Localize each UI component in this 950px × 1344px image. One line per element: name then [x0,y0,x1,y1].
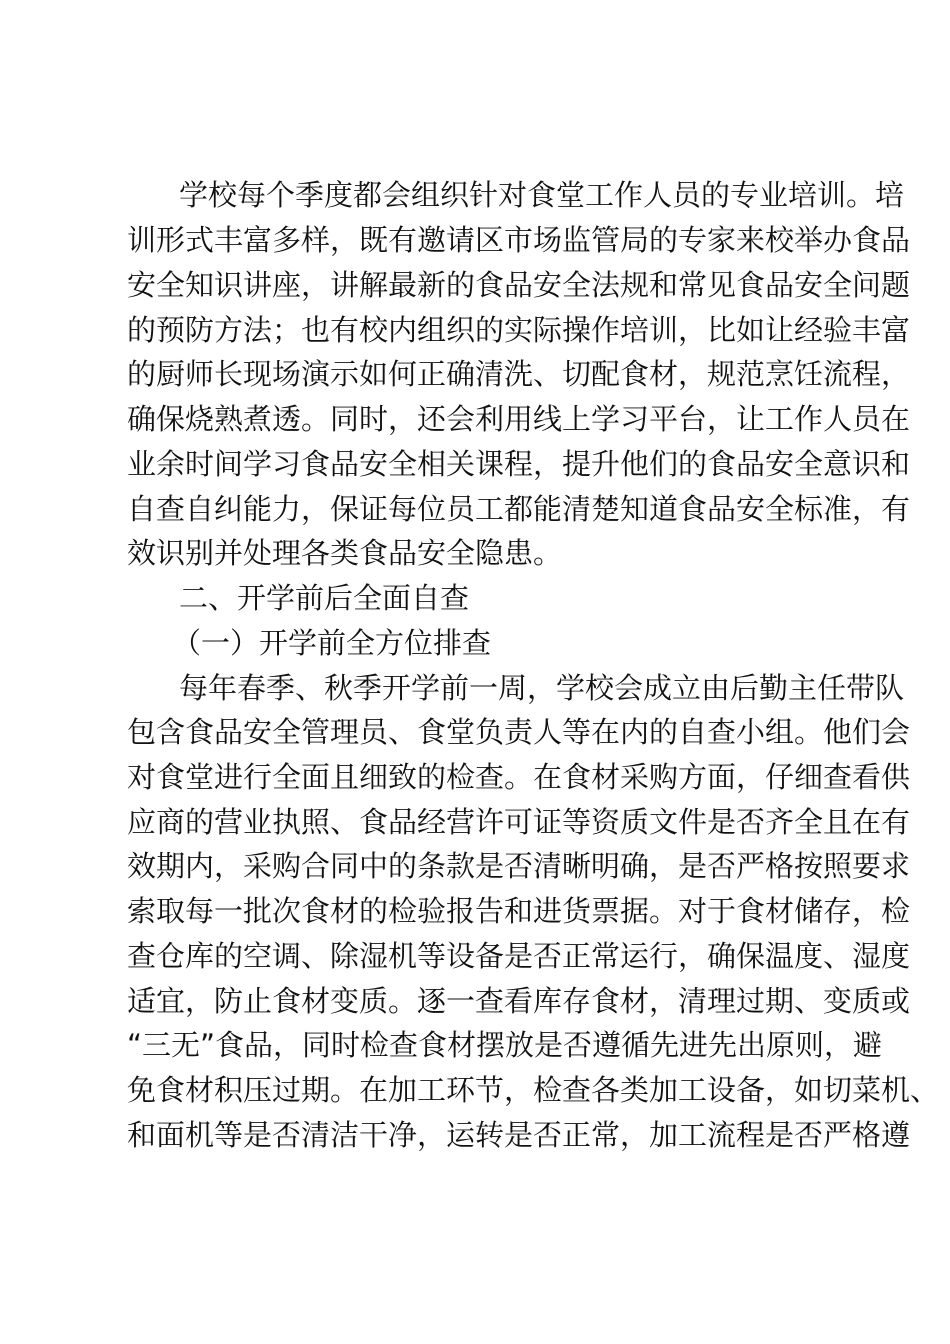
paragraph-line: 效期内，采购合同中的条款是否清晰明确，是否严格按照要求 [127,849,911,883]
paragraph-line: 对食堂进行全面且细致的检查。在食材采购方面，仔细查看供 [127,760,911,794]
paragraph-line: 和面机等是否清洁干净，运转是否正常，加工流程是否严格遵 [127,1118,911,1152]
paragraph-line: 每年春季、秋季开学前一周，学校会成立由后勤主任带队 [179,671,905,705]
paragraph-line: 包含食品安全管理员、食堂负责人等在内的自查小组。他们会 [127,715,911,749]
paragraph-line: 安全知识讲座，讲解最新的食品安全法规和常见食品安全问题 [127,268,911,302]
section-heading: 二、开学前后全面自查 [179,581,470,615]
paragraph-line: 学校每个季度都会组织针对食堂工作人员的专业培训。培 [179,178,905,212]
paragraph-line: 的预防方法；也有校内组织的实际操作培训，比如让经验丰富 [127,313,911,347]
paragraph-line: 效识别并处理各类食品安全隐患。 [127,536,563,570]
paragraph-line: 索取每一批次食材的检验报告和进货票据。对于食材储存，检 [127,894,911,928]
paragraph-line: 应商的营业执照、食品经营许可证等资质文件是否齐全且在有 [127,805,911,839]
paragraph-line: 训形式丰富多样，既有邀请区市场监管局的专家来校举办食品 [127,223,911,257]
paragraph-line: 免食材积压过期。在加工环节，检查各类加工设备，如切菜机、 [127,1073,940,1107]
paragraph-line: 确保烧熟煮透。同时，还会利用线上学习平台，让工作人员在 [127,402,911,436]
subsection-heading: （一）开学前全方位排查 [172,626,492,660]
paragraph-line: 适宜，防止食材变质。逐一查看库存食材，清理过期、变质或 [127,984,911,1018]
paragraph-line: “三无”食品，同时检查食材摆放是否遵循先进先出原则，避 [127,1028,883,1062]
paragraph-line: 业余时间学习食品安全相关课程，提升他们的食品安全意识和 [127,447,911,481]
paragraph-line: 的厨师长现场演示如何正确清洗、切配食材，规范烹饪流程， [127,357,911,391]
paragraph-line: 自查自纠能力，保证每位员工都能清楚知道食品安全标准，有 [127,492,911,526]
paragraph-line: 查仓库的空调、除湿机等设备是否正常运行，确保温度、湿度 [127,939,911,973]
